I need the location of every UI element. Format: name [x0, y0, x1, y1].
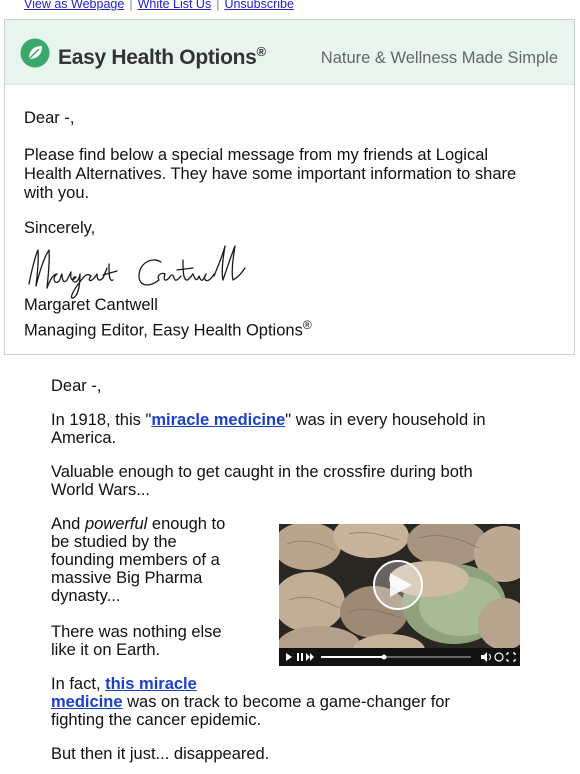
intro-paragraph: Please find below a special message from my friends at Logical Health Alternatives. They have some important information to share with you. — [24, 146, 517, 202]
link-separator: | — [216, 0, 220, 11]
signature-image — [23, 234, 273, 302]
message-paragraph: And powerful enough to be studied by the founding members of a massive Big Pharma dynasty... — [51, 515, 226, 605]
video-progress-fill — [321, 656, 384, 658]
top-links — [24, 0, 294, 11]
message-paragraph: Valuable enough to get caught in the crossfire during both World Wars... — [51, 463, 473, 499]
video-progress-knob[interactable] — [382, 655, 387, 660]
settings-icon[interactable] — [495, 653, 503, 661]
skip-icon[interactable] — [306, 653, 314, 661]
fullscreen-icon[interactable] — [507, 653, 515, 661]
video-thumbnail — [279, 524, 520, 648]
video-controls — [279, 648, 520, 666]
leaf-logo-icon — [20, 38, 50, 68]
intro-closing: Sincerely, — [24, 219, 96, 237]
volume-icon[interactable] — [481, 652, 487, 662]
link-separator: | — [129, 0, 133, 11]
message-paragraph: In 1918, this "miracle medicine" was in every household in America. — [51, 411, 486, 447]
intro-greeting: Dear -, — [24, 109, 75, 127]
brand-tagline: Nature & Wellness Made Simple — [320, 49, 558, 67]
message-paragraph: But then it just... disappeared. — [51, 745, 270, 763]
this-miracle-link[interactable]: this miracle — [105, 675, 197, 693]
miracle-medicine-link[interactable]: miracle medicine — [151, 411, 286, 429]
message-paragraph: There was nothing else like it on Earth. — [51, 623, 222, 659]
message-greeting: Dear -, — [51, 377, 102, 395]
brand-name: Easy Health Options® — [58, 44, 266, 69]
video-player[interactable] — [279, 524, 520, 666]
medicine-link[interactable]: medicine — [51, 693, 123, 711]
pause-icon[interactable] — [297, 653, 299, 661]
message-paragraph: In fact, this miracle medicine was on track to become a game-changer for fighting the cancer epidemic. — [51, 675, 450, 729]
unsubscribe-link[interactable]: Unsubscribe — [224, 0, 294, 11]
white-list-link[interactable]: White List Us — [137, 0, 212, 11]
sender-intro-box — [4, 19, 575, 355]
view-as-webpage-link[interactable]: View as Webpage — [24, 0, 125, 11]
signer-title: Managing Editor, Easy Health Options® — [24, 318, 312, 340]
header-banner[interactable] — [5, 20, 574, 85]
play-icon[interactable] — [286, 653, 292, 661]
signer-name: Margaret Cantwell — [24, 296, 158, 314]
